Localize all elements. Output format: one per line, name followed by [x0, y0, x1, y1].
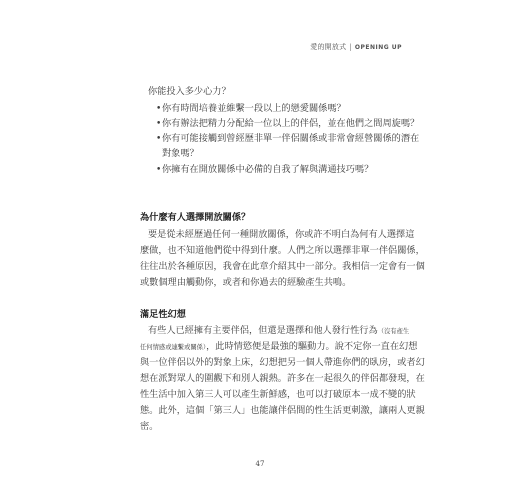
- running-header: [0, 42, 402, 52]
- section-heading: 為什麼有人選擇開放關係？: [140, 212, 251, 223]
- bullet-text: 你有辦法把精力分配給一位以上的伴侶，並在他們之間周旋嗎？: [162, 118, 420, 129]
- bullet-text: 你有可能接觸到曾經歷非單一伴侶關係或非常會經營關係的潛在: [162, 133, 420, 144]
- bullet-dot-icon: •: [156, 104, 162, 114]
- paragraph-line: 想在派對眾人的圍觀下和別人親熱。許多在一起很久的伴侶都發現，在: [140, 373, 425, 384]
- paragraph-line: [148, 325, 409, 338]
- paragraph-line: [140, 341, 417, 354]
- header-separator: |: [349, 43, 352, 51]
- bullet-item: [156, 133, 419, 145]
- paragraph-line: 往往出於各種原因，我會在此章介紹其中一部分。我相信一定會有一個: [140, 261, 425, 272]
- bullet-dot-icon: •: [156, 119, 162, 129]
- paragraph-text: 有些人已經擁有主要伴侶，但還是選擇和他人發行性行為: [148, 325, 378, 336]
- paragraph-line: 或數個理由觸動你，或者和你過去的經驗產生共鳴。: [140, 277, 352, 288]
- header-title: 愛的開放式: [310, 43, 347, 51]
- bullet-dot-icon: •: [156, 165, 162, 175]
- intro-question: 你能投入多少心力？: [148, 86, 231, 97]
- header-subtitle: OPENING UP: [354, 44, 402, 51]
- paragraph-note: （沒有產生: [377, 328, 410, 335]
- paragraph-line: 麼做，也不知道他們從中得到什麼。人們之所以選擇非單一伴侶關係，: [140, 245, 425, 256]
- paragraph-line: 與一位伴侶以外的對象上床，幻想把另一個人帶進你們的臥房，或者幻: [140, 357, 425, 368]
- paragraph-line: 密。: [140, 421, 159, 432]
- paragraph-note: 任何情感或連繫或關係）: [140, 344, 207, 351]
- bullet-text: 你有時間培養並維繫一段以上的戀愛關係嗎？: [162, 103, 346, 114]
- page-number: 47: [255, 460, 265, 468]
- bullet-item: [156, 103, 346, 115]
- section-heading: 滿足性幻想: [140, 309, 186, 320]
- paragraph-line: 要是從未經歷過任何一種開放關係，你或許不明白為何有人選擇這: [148, 229, 415, 240]
- bullet-dot-icon: •: [156, 134, 162, 144]
- bullet-text: 你擁有在開放關係中必備的自我了解與溝通技巧嗎？: [162, 164, 374, 175]
- paragraph-line: 態。此外，這個「第三人」也能讓伴侶間的性生活更刺激，讓兩人更親: [140, 405, 425, 416]
- bullet-continuation: 對象嗎？: [162, 148, 199, 159]
- bullet-item: [156, 164, 373, 176]
- paragraph-text: ，此時情慾便是最強的驅動力。說不定你一直在幻想: [206, 341, 418, 352]
- bullet-item: [156, 118, 419, 130]
- paragraph-line: 性生活中加入第三人可以產生新鮮感，也可以打破原本一成不變的狀: [140, 389, 416, 400]
